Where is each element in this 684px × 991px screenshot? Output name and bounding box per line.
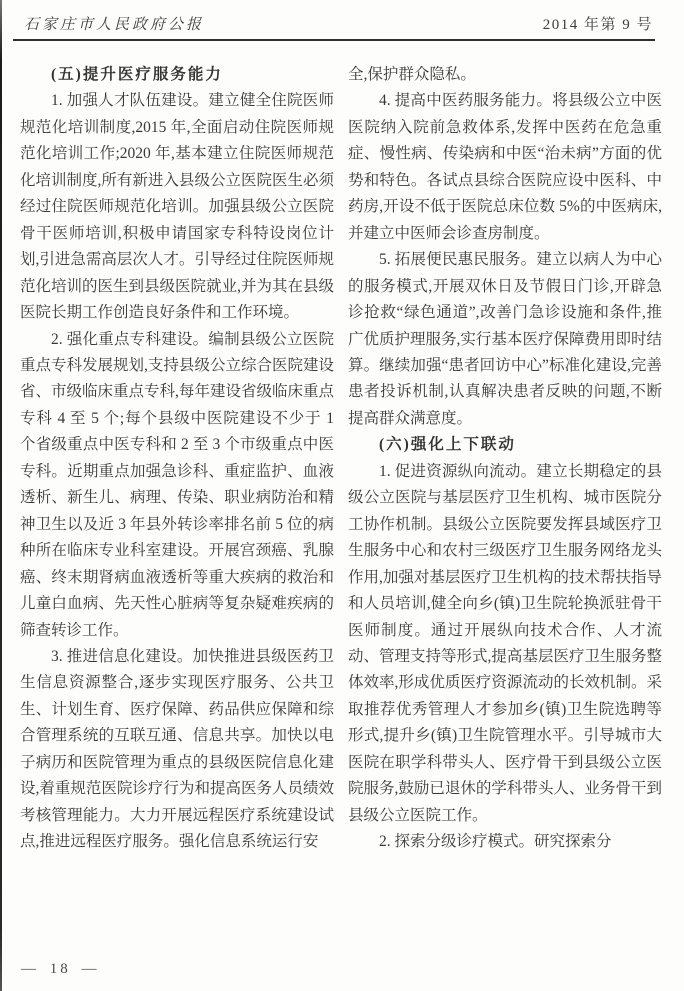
paragraph-informatization: 3. 推进信息化建设。加快推进县级医药卫生信息资源整合,逐步实现医疗服务、公共卫生、计划生育、医疗保障、药品供应保障和综合管理系统的互联互通、信息共享。加快以电子病历和医院管理为重点的县级医院信息化建设,着重规范医院诊疗行为和提高医务人员绩效考核管理能力。大力开展远程医疗系统建设试点,推进远程医疗服务。强化信息系统运行安: [20, 647, 334, 851]
paragraph-tcm-services: 4. 提高中医药服务能力。将县级公立中医医院纳入院前急救体系,发挥中医药在危急重症、慢性病、传染病和中医“治未病”方面的优势和特色。各试点县综合医院应设中医科、中药房,开设不低于医院总床位数 5%的中医病床,并建立中医师会诊查房制度。: [348, 92, 662, 242]
paragraph-talent-building: 1. 加强人才队伍建设。建立健全住院医师规范化培训制度,2015 年,全面启动住院医师规范化培训工作;2020 年,基本建立住院医师规范化培训制度,所有新进入县级公立医院医生必须经过住院医师规范化培训。加强县级公立医院骨干医师培训,积极申请国家专科特设岗位计划,引进急需高层次人才。引导经过住院医师规范化培训的医生到县级医院就业,并为其在县级医院长期工作创造良好条件和工作环境。: [20, 92, 334, 322]
scan-edge-artifact: [0, 0, 2, 991]
section-heading-6: (六)强化上下联动: [379, 436, 516, 454]
left-column: [20, 62, 334, 856]
page-body: [0, 41, 684, 856]
page-header: [13, 0, 655, 41]
paragraph-continuation: 全,保护群众隐私。: [348, 66, 476, 83]
paragraph-convenience-services: 5. 拓展便民惠民服务。建立以病人为中心的服务模式,开展双休日及节假日门诊,开辟急诊抢救“绿色通道”,改善门急诊设施和条件,推广优质护理服务,实行基本医疗保障费用即时结算。继续加强“患者回访中心”标准化建设,完善患者投诉机制,认真解决患者反映的问题,不断提高群众满意度。: [348, 251, 662, 427]
page-number: — 18 —: [21, 961, 100, 977]
right-column: [348, 62, 662, 856]
paragraph-tiered-diagnosis: 2. 探索分级诊疗模式。研究探索分: [379, 833, 612, 851]
paragraph-key-specialties: 2. 强化重点专科建设。编制县级公立医院重点专科发展规划,支持县级公立综合医院建设省、市级临床重点专科,每年建设省级临床重点专科 4 至 5 个;每个县级中医院建设不少于 1 个省级重点中医专科和 2 至 3 个市级重点中医专科。近期重点加强急诊科、重症监护、血液透析、新生儿、病理、传染、职业病防治和精神卫生以及近 3 年县外转诊率排名前 5 位的病种所在临床专业科室建设。开展宫颈癌、乳腺癌、终末期肾病血液透析等重大疾病的救治和儿童白血病、先天性心脏病等复杂疑难疾病的筛查转诊工作。: [20, 330, 334, 639]
publication-title: 石家庄市人民政府公报: [24, 17, 205, 33]
paragraph-resource-flow: 1. 促进资源纵向流动。建立长期稳定的县级公立医院与基层医疗卫生机构、城市医院分工协作机制。县级公立医院要发挥县域医疗卫生服务中心和农村三级医疗卫生服务网络龙头作用,加强对基层医疗卫生机构的技术帮扶指导和人员培训,健全向乡(镇)卫生院轮换派驻骨干医师制度。通过开展纵向技术合作、人才流动、管理支持等形式,提高基层医疗卫生服务整体效率,形成优质医疗资源流动的长效机制。采取推荐优秀管理人才参加乡(镇)卫生院选聘等形式,提升乡(镇)卫生院管理水平。引导城市大医院在职学科带头人、医疗骨干到县级公立医院服务,鼓励已退休的学科带头人、业务骨干到县级公立医院工作。: [348, 462, 662, 824]
section-heading-5: (五)提升医疗服务能力: [51, 66, 223, 83]
issue-number: 2014 年第 9 号: [542, 17, 653, 33]
